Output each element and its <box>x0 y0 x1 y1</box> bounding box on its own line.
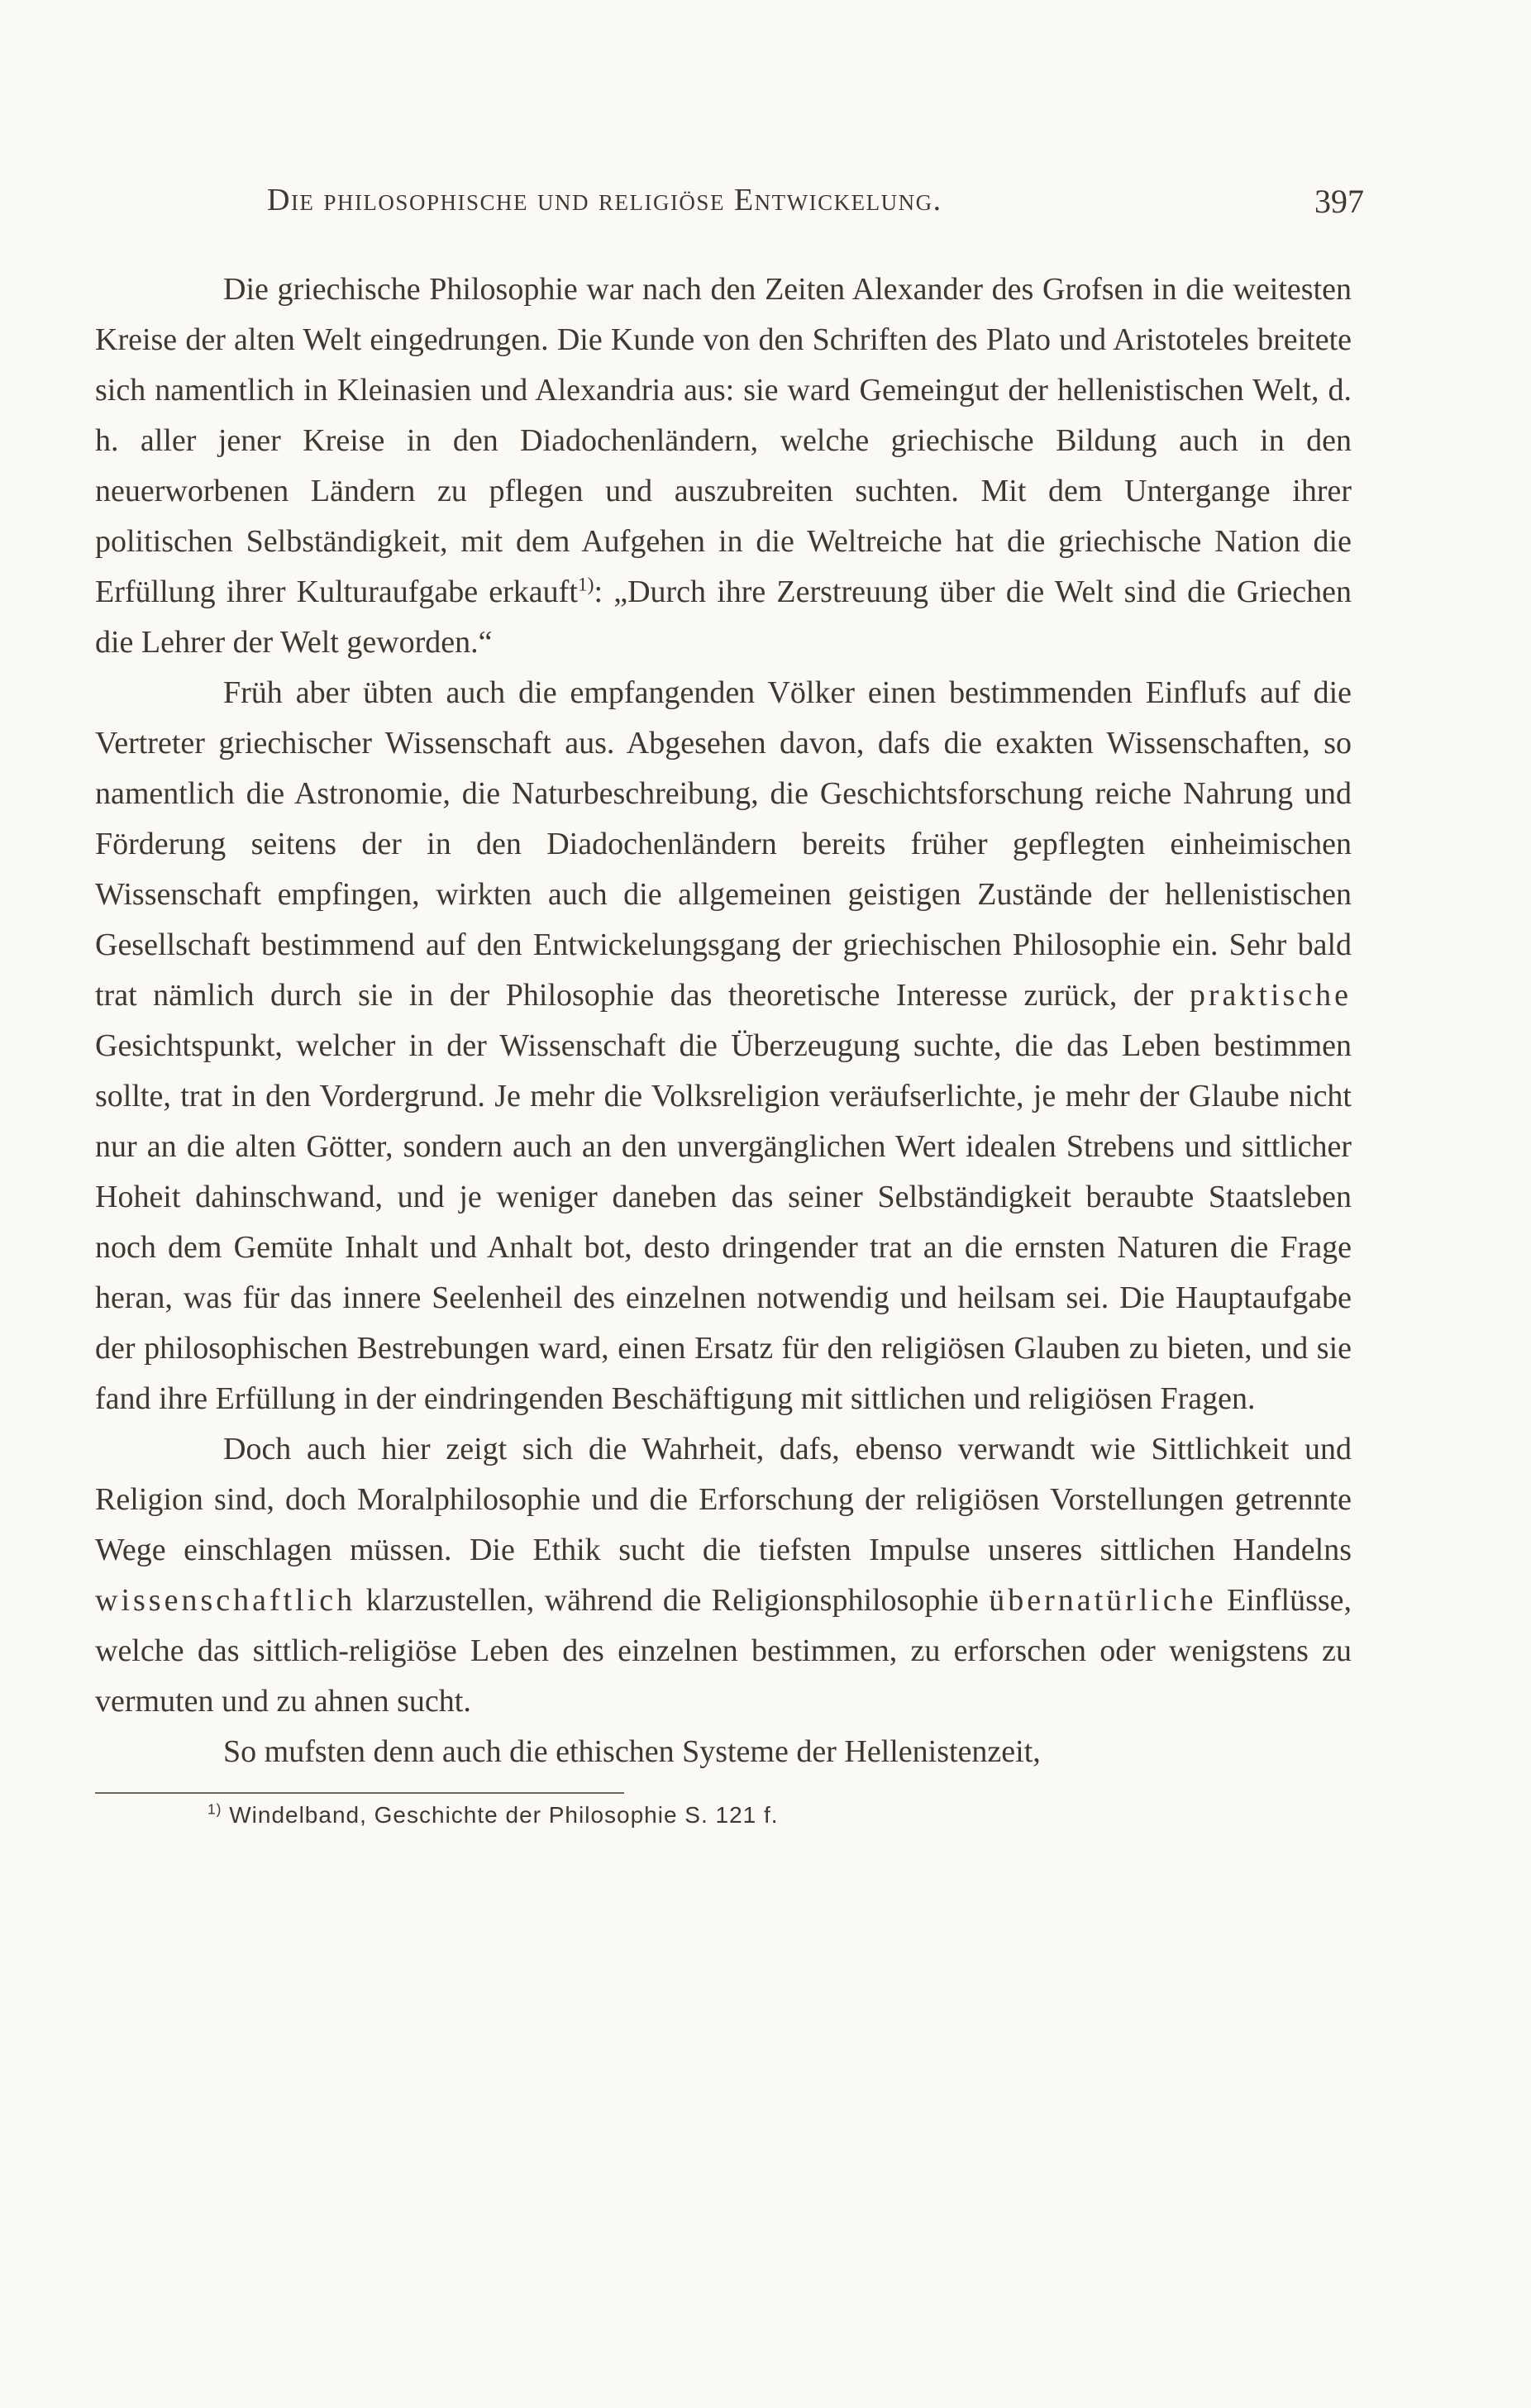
paragraph-4: So mufsten denn auch die ethischen Systeme der Hellenistenzeit, <box>223 1734 1041 1769</box>
footnote-ref: 1) <box>577 574 594 596</box>
footnote-marker: 1) <box>207 1800 222 1818</box>
page-number: 397 <box>1314 183 1364 220</box>
page <box>95 182 1364 1829</box>
page-header <box>95 182 1364 231</box>
spaced-emphasis: wissenschaftlich <box>95 1583 356 1618</box>
paragraph-2: Früh aber übten auch die empfangenden Völker einen bestimmenden Einflufs auf die Vertreter griechischer Wissenschaft aus. Abgesehen davon, dafs die exakten Wissenschaften, so namentlich die Astronomie, die Naturbeschreibung, die Geschichtsforschung reiche Nahrung und Förderung seitens der in den Diadochenländern bereits früher gepflegten einheimischen Wissenschaft empfingen, wirkten auch die allgemeinen geistigen Zustände der hellenistischen Gesellschaft bestimmend auf den Entwickelungsgang der griechischen Philosophie ein. Sehr bald trat nämlich durch sie in der Philosophie das theoretische Interesse zurück, der praktische Gesichtspunkt, welcher in der Wissenschaft die Überzeugung suchte, die das Leben bestimmen sollte, trat in den Vordergrund. Je mehr die Volksreligion veräufserlichte, je mehr der Glaube nicht nur an die alten Götter, sondern auch an den unvergänglichen Wert idealen Strebens und sittlicher Hoheit dahinschwand, und je weniger daneben das seiner Selbständigkeit beraubte Staatsleben noch dem Gemüte Inhalt und Anhalt bot, desto dringender trat an die ernsten Naturen die Frage heran, was für das innere Seelenheil des einzelnen notwendig und heilsam sei. Die Hauptaufgabe der philosophischen Bestrebungen ward, einen Ersatz für den religiösen Glauben zu bieten, und sie fand ihre Erfüllung in der eindringenden Beschäftigung mit sittlichen und religiösen Fragen. <box>95 675 1352 1416</box>
paragraph-1: Die griechische Philosophie war nach den Zeiten Alexander des Grofsen in die weitesten Kreise der alten Welt eingedrungen. Die Kunde von den Schriften des Plato und Aristoteles breitete sich namentlich in Kleinasien und Alexandria aus: sie ward Gemeingut der hellenistischen Welt, d. h. aller jener Kreise in den Diadochenländern, welche griechische Bildung auch in den neuerworbenen Ländern zu pflegen und auszubreiten suchten. Mit dem Untergange ihrer politischen Selbständigkeit, mit dem Aufgehen in die Weltreiche hat die griechische Nation die Erfüllung ihrer Kulturaufgabe erkauft$^{1)}$: „Durch ihre Zerstreuung über die Welt sind die Griechen die Lehrer der Welt geworden.“ <box>95 272 1352 660</box>
paragraph-3: Doch auch hier zeigt sich die Wahrheit, dafs, ebenso verwandt wie Sittlichkeit und Religion sind, doch Moralphilosophie und die Erforschung der religiösen Vorstellungen getrennte Wege einschlagen müssen. Die Ethik sucht die tiefsten Impulse unseres sittlichen Handelns wissenschaftlich klarzustellen, während die Religionsphilosophie übernatürliche Einflüsse, welche das sittlich-religiöse Leben des einzelnen bestimmen, zu erforschen oder wenigstens zu vermuten und zu ahnen sucht. <box>95 1432 1352 1719</box>
running-head: Die philosophische und religiöse Entwickelung. <box>267 183 942 217</box>
footnote <box>95 1802 1352 1829</box>
spaced-emphasis: übernatürliche <box>989 1583 1217 1618</box>
footnote-text: Windelband, Geschichte der Philosophie S. 121 f. <box>229 1802 779 1828</box>
spaced-emphasis: praktische <box>1189 978 1352 1013</box>
footnote-divider <box>95 1792 624 1794</box>
body-text <box>95 265 1352 1777</box>
